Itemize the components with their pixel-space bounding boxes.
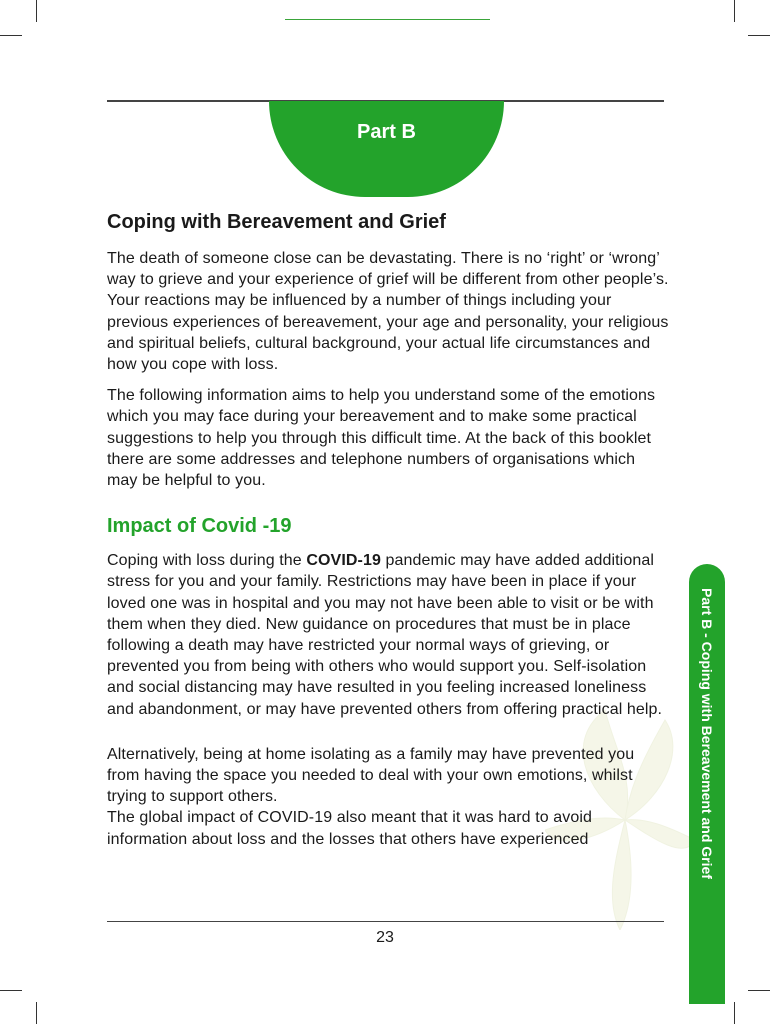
main-content (107, 211, 669, 850)
covid-paragraph-1 (107, 550, 669, 720)
covid-paragraph-3: The global impact of COVID-19 also meant that it was hard to avoid information about loss and the losses that others have experienced (107, 809, 593, 848)
crop-mark (36, 1002, 37, 1024)
covid-p1-text: Coping with loss during the (107, 552, 307, 570)
crop-mark (734, 1002, 735, 1024)
side-tab-label: Part B - Coping with Bereavement and Grief (699, 588, 715, 879)
crop-mark (36, 0, 37, 22)
page-heading: Coping with Bereavement and Grief (107, 211, 446, 233)
page-number: 23 (376, 929, 394, 946)
intro-paragraph-2: The following information aims to help you understand some of the emotions which you may face during your bereavement and to make some practical suggestions to help you through this difficult time. At the back of this booklet there are some addresses and telephone numbers of organisations which may be helpful to you. (107, 387, 656, 490)
part-badge (269, 101, 504, 197)
intro-paragraph-1: The death of someone close can be devastating. There is no ‘right’ or ‘wrong’ way to grieve and your experience of grief will be different from other people’s. Your reactions may be influenced by a number of things including your previous experiences of bereavement, your age and personality, your religious and spiritual beliefs, cultural background, your actual life circumstances and how you cope with loss. (107, 250, 669, 374)
covid-paragraph-2: Alternatively, being at home isolating as a family may have prevented you from having the space you needed to deal with your own emotions, whilst trying to support others. (107, 745, 635, 806)
crop-mark (748, 35, 770, 36)
top-accent-line (285, 19, 490, 20)
crop-mark (748, 990, 770, 991)
part-badge-label: Part B (357, 121, 416, 143)
covid-19-bold: COVID-19 (306, 552, 381, 570)
crop-mark (0, 35, 22, 36)
crop-mark (0, 990, 22, 991)
footer-divider (107, 921, 664, 922)
crop-mark (734, 0, 735, 22)
section-side-tab (689, 564, 725, 1004)
covid-p1-text-cont: pandemic may have added additional stress for you and your family. Restrictions may have been in place if your loved one was in hospital and you may not have been able to visit or be with them when they died. New guidance on procedures that must be in place following a death may have restricted your normal ways of grieving, or prevented you from being with others who would support you. Self-isolation and social distancing may have resulted in you feeling increased loneliness and abandonment, or may have prevented others from offering practical help. (107, 552, 663, 718)
covid-heading: Impact of Covid -19 (107, 515, 292, 538)
